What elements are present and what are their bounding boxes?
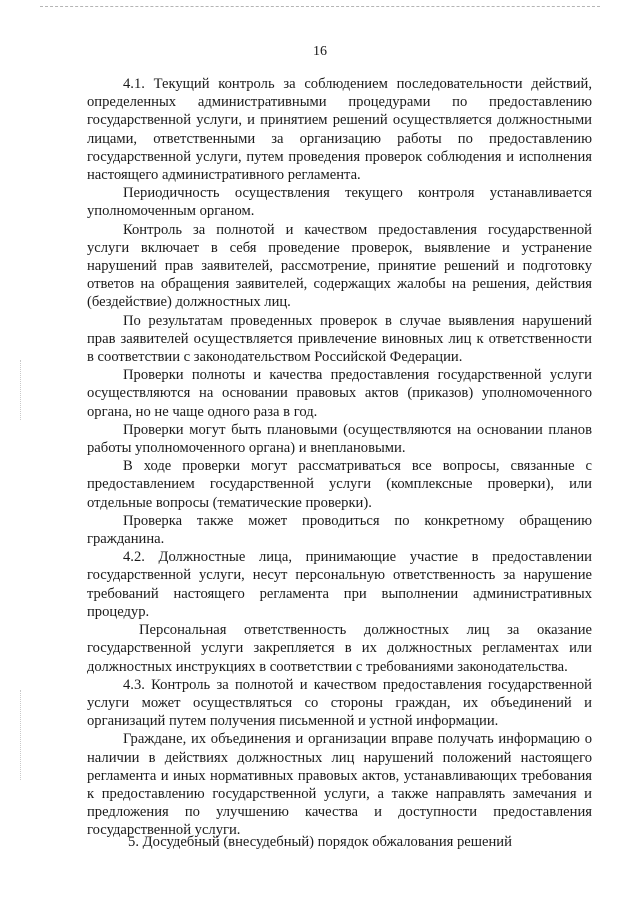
paragraph-p-results: По результатам проведенных проверок в случае выявления нарушений прав заявителей осуществляется привлечение виновных лиц к ответственности в соответствии с законодательством Российской Федерации. (87, 312, 592, 366)
paragraph-p-4-1: 4.1. Текущий контроль за соблюдением последовательности действий, определенных административными процедурами по предоставлению государственной услуги, и принятием решений осуществляется должностными лицами, ответственными за организацию работы по предоставлению государственной услуги, путем проведения проверок соблюдения и исполнения настоящего административного регламента. (87, 76, 592, 184)
scan-top-border (40, 6, 600, 7)
paragraph-p-periodicity: Периодичность осуществления текущего контроля устанавливается уполномоченным органом. (87, 185, 592, 220)
paragraph-p-citizens-rights: Граждане, их объединения и организации вправе получать информацию о наличии в действиях должностных лиц нарушений положений настоящего регламента и иных нормативных правовых актов, устанавливающих требования к предоставлению государственной услуги, а также направлять замечания и предложения по улучшению качества и доступности предоставления государственной услуги. (87, 731, 592, 839)
document-body (87, 75, 592, 840)
section-heading: 5. Досудебный (внесудебный) порядок обжалования решений (128, 834, 512, 850)
paragraph-p-personal-resp: Персональная ответственность должностных лиц за оказание государственной услуги закрепляется в их должностных регламентах или должностных инструкциях в соответствии с требованиями законодательства. (87, 622, 592, 675)
paragraph-p-citizen-appeal: Проверка также может проводиться по конкретному обращению гражданина. (87, 512, 592, 548)
scan-margin-artifact (20, 360, 22, 420)
paragraph-p-checks-questions: В ходе проверки могут рассматриваться все вопросы, связанные с предоставлением государственной услуги (комплексные проверки), или отдельные вопросы (тематические проверки). (87, 458, 592, 511)
paragraph-p-checks-basis: Проверки полноты и качества предоставления государственной услуги осуществляются на основании правовых актов (приказов) уполномоченного органа, но не чаще одного раза в год. (87, 367, 592, 420)
paragraph-p-4-3: 4.3. Контроль за полнотой и качеством предоставления государственной услуги может осуществляться со стороны граждан, их объединений и организаций путем получения письменной и устной информации. (87, 676, 592, 730)
paragraph-p-control-scope: Контроль за полнотой и качеством предоставления государственной услуги включает в себя проведение проверок, выявление и устранение нарушений прав заявителей, рассмотрение, принятие решений и подготовку ответов на обращения заявителей, содержащих жалобы на решения, действия (бездействие) должностных лиц. (87, 221, 592, 311)
page-number: 16 (313, 44, 327, 59)
scan-margin-artifact (20, 690, 22, 780)
paragraph-p-checks-types: Проверки могут быть плановыми (осуществляются на основании планов работы уполномоченного органа) и внеплановыми. (87, 421, 592, 457)
paragraph-p-4-2: 4.2. Должностные лица, принимающие участие в предоставлении государственной услуги, несут персональную ответственность за нарушение требований настоящего регламента при выполнении административных процедур. (87, 549, 592, 620)
